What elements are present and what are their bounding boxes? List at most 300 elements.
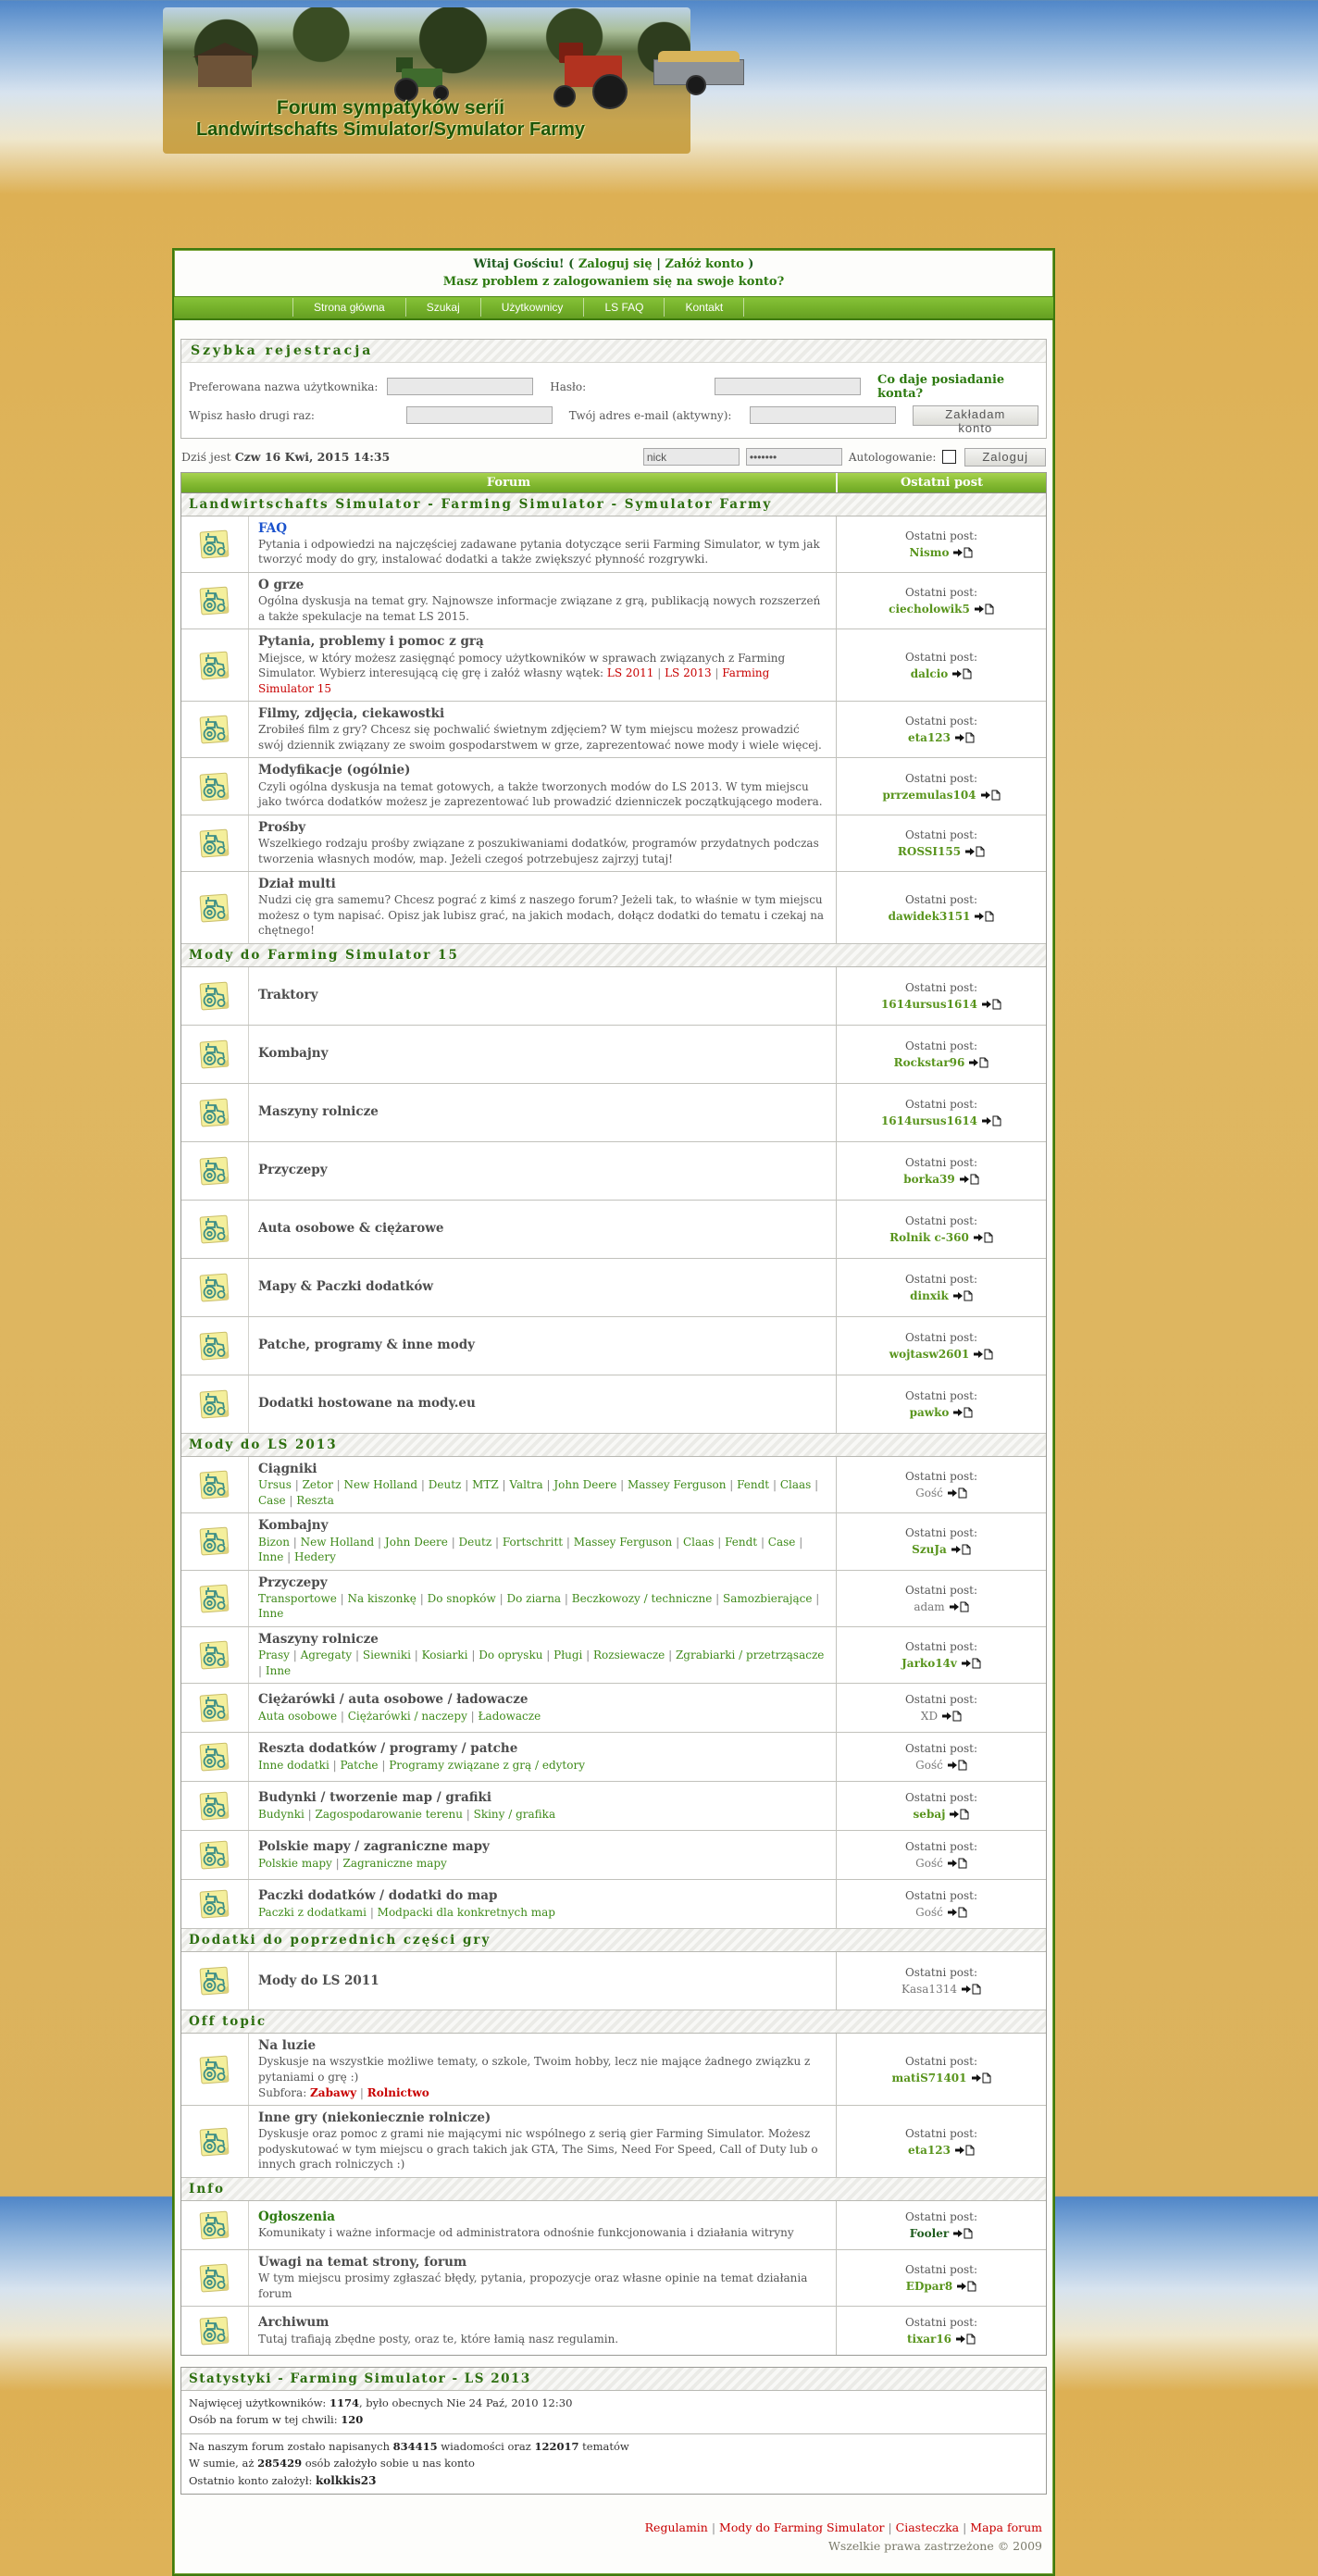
forum-icon-cell	[181, 1375, 249, 1433]
last-post-user[interactable]: 1614ursus1614	[880, 997, 978, 1011]
last-post-user[interactable]: Gość	[915, 1759, 943, 1773]
subforum-link[interactable]: Inne dodatki	[258, 1758, 330, 1772]
forum-link[interactable]: Prośby	[258, 819, 306, 835]
nav-item-kontakt[interactable]: Kontakt	[664, 298, 744, 317]
forum-icon-cell	[181, 573, 249, 628]
footer-link[interactable]: Mapa forum	[970, 2520, 1042, 2535]
forum-link[interactable]: Kombajny	[258, 1518, 329, 1534]
forum-link[interactable]: Traktory	[258, 988, 318, 1003]
forum-row-main	[181, 1571, 837, 1626]
email-field[interactable]	[750, 406, 896, 424]
last-post-user[interactable]: EDpar8	[905, 2280, 953, 2294]
subforum-link[interactable]: Do ziarna	[506, 1591, 562, 1605]
forum-link[interactable]: Przyczepy	[258, 1574, 328, 1590]
subforum-link[interactable]: Zagospodarowanie terenu	[315, 1807, 463, 1821]
subforum-link[interactable]: Claas	[682, 1535, 715, 1549]
subforum-link[interactable]: Skiny / grafika	[473, 1807, 556, 1821]
forum-row-text	[249, 1684, 836, 1732]
forum-link[interactable]: Maszyny rolnicze	[258, 1104, 379, 1120]
subforum-link[interactable]: Rolnictwo	[367, 2085, 429, 2099]
forum-row-text	[249, 2307, 836, 2355]
last-post-user-line	[894, 1054, 989, 1071]
subforum-link[interactable]: Ciężarówki / naczepy	[347, 1709, 467, 1723]
forum-row-main	[181, 967, 837, 1025]
last-post-label: Ostatni post:	[904, 586, 978, 600]
forum-row-text	[249, 629, 836, 701]
nav-item-strona-g-wna[interactable]: Strona główna	[292, 298, 405, 317]
subforum-link[interactable]: Beczkowozy / techniczne	[571, 1591, 713, 1605]
forum-link[interactable]: Inne gry (niekoniecznie rolnicze)	[258, 2110, 491, 2126]
subforum-link[interactable]: John Deere	[384, 1535, 448, 1549]
forum-icon-cell	[181, 1627, 249, 1683]
last-post-label: Ostatni post:	[904, 771, 978, 785]
last-post-user[interactable]: Jarko14v	[901, 1657, 957, 1671]
subforum-link[interactable]: Fendt	[737, 1478, 770, 1492]
last-post-cell	[837, 872, 1046, 943]
forum-subforum-links	[258, 1648, 827, 1678]
last-post-user[interactable]: dinxik	[910, 1288, 949, 1302]
last-post-user[interactable]: dawidek3151	[888, 909, 971, 923]
last-post-user[interactable]: Gość	[915, 1857, 943, 1871]
last-post-cell	[837, 2307, 1046, 2355]
last-post-user[interactable]: 1614ursus1614	[880, 1114, 978, 1127]
goto-last-post-icon[interactable]	[960, 1174, 979, 1185]
game-version-link[interactable]: LS 2011	[606, 666, 654, 680]
account-benefits-link[interactable]: Co daje posiadanie konta?	[877, 372, 1005, 401]
last-post-user[interactable]: ciecholowik5	[889, 603, 970, 616]
link-separator: |	[757, 1535, 768, 1549]
last-post-user[interactable]: SzuJa	[912, 1543, 947, 1557]
statistics-text: W sumie, aż	[189, 2456, 258, 2470]
last-post-user-line	[901, 1655, 981, 1672]
subforum-link[interactable]: Deutz	[428, 1478, 462, 1492]
link-separator: |	[289, 1535, 301, 1549]
forum-row	[181, 702, 1046, 758]
forum-row-text	[249, 1084, 836, 1141]
goto-last-post-icon[interactable]	[982, 1115, 1001, 1126]
subforum-link[interactable]: Zabawy	[310, 2085, 357, 2099]
game-version-link[interactable]: LS 2013	[665, 666, 712, 680]
password-field[interactable]	[715, 378, 861, 395]
goto-last-post-icon[interactable]	[955, 2145, 975, 2156]
forum-row-text	[249, 1201, 836, 1258]
last-post-user[interactable]: eta123	[907, 731, 951, 745]
goto-last-post-icon[interactable]	[951, 1544, 971, 1555]
goto-last-post-icon[interactable]	[948, 1487, 967, 1499]
subforum-link[interactable]: Prasy	[258, 1649, 290, 1662]
forum-icon-cell	[181, 2307, 249, 2355]
statistics-text: 834415	[392, 2439, 438, 2453]
subforum-link[interactable]: Case	[767, 1535, 796, 1549]
password2-label: Wpisz hasło drugi raz:	[189, 408, 315, 422]
forum-link[interactable]: Mody do LS 2011	[258, 1972, 379, 1988]
last-post-cell	[837, 516, 1046, 572]
link-separator: |	[884, 2520, 896, 2535]
last-post-user[interactable]: Gość	[915, 1487, 943, 1500]
last-post-user-line	[910, 1404, 974, 1421]
statistics-text: 120	[341, 2413, 364, 2427]
goto-last-post-icon[interactable]	[953, 547, 973, 558]
forum-row	[181, 758, 1046, 815]
autologin-checkbox[interactable]	[942, 450, 956, 464]
goto-last-post-icon[interactable]	[953, 1407, 973, 1418]
forum-link[interactable]: Dodatki hostowane na mody.eu	[258, 1396, 476, 1412]
subforum-link[interactable]: Bizon	[258, 1535, 290, 1549]
forum-row-main	[181, 2034, 837, 2105]
subforum-link[interactable]: Deutz	[458, 1535, 492, 1549]
forum-row	[181, 1201, 1046, 1259]
goto-last-post-icon[interactable]	[953, 1290, 973, 1301]
last-post-user-line	[914, 1806, 970, 1823]
register-link[interactable]: Załóż konto	[665, 257, 744, 271]
forum-link[interactable]: O grze	[258, 578, 305, 592]
goto-last-post-icon[interactable]	[981, 790, 1001, 801]
link-separator: |	[561, 1591, 572, 1605]
subforum-link[interactable]: Valtra	[509, 1478, 543, 1492]
forum-description: Dyskusje na wszystkie możliwe tematy, o szkole, Twoim hobby, lecz nie mające żadnego związku z pytaniami o grę :)	[258, 2055, 811, 2084]
forum-link[interactable]: Przyczepy	[258, 1163, 328, 1178]
last-post-user[interactable]: Kasa1314	[901, 1983, 957, 1997]
forum-row	[181, 2106, 1046, 2178]
last-post-user[interactable]: ROSSI155	[897, 844, 962, 858]
forum-row-text	[249, 1259, 836, 1316]
last-post-user[interactable]: dalcio	[910, 666, 949, 680]
link-separator: |	[491, 1535, 503, 1549]
goto-last-post-icon[interactable]	[942, 1711, 962, 1722]
subforum-link[interactable]: Agregaty	[300, 1649, 353, 1662]
link-separator: |	[417, 1478, 429, 1492]
last-post-cell	[837, 1317, 1046, 1375]
subforum-link[interactable]: Zetor	[302, 1478, 333, 1492]
last-post-user-line	[903, 1171, 979, 1188]
forum-link[interactable]: Maszyny rolnicze	[258, 1631, 379, 1647]
forum-row-main	[181, 2106, 837, 2177]
last-post-cell	[837, 758, 1046, 814]
forum-tractor-icon	[198, 584, 231, 617]
subforum-link[interactable]: Rozsiewacze	[593, 1649, 665, 1662]
forum-description: Nudzi cię gra samemu? Chcesz pograć z kimś z naszego forum? Jeżeli tak, to właśnie w tym miejscu możesz o tym napisać. Opisz jak lubisz grać, na jakich modach, dołącz dodatki do tematu i czekaj na chętnego!	[258, 893, 825, 938]
last-post-cell	[837, 1952, 1046, 2010]
last-post-label: Ostatni post:	[904, 2126, 978, 2140]
goto-last-post-icon[interactable]	[975, 911, 994, 922]
forum-row-main	[181, 1952, 837, 2010]
last-post-label: Ostatni post:	[904, 828, 978, 841]
last-post-cell	[837, 1201, 1046, 1258]
statistics-text: osób założyło sobie u nas konto	[302, 2456, 475, 2470]
subforum-link[interactable]: Kosiarki	[421, 1649, 468, 1662]
forum-table	[180, 472, 1047, 2357]
goto-last-post-icon[interactable]	[962, 1658, 981, 1669]
footer	[174, 2495, 1053, 2570]
forum-row	[181, 1142, 1046, 1201]
forum-tractor-icon	[198, 649, 231, 682]
statistics-line	[189, 2456, 1038, 2472]
goto-last-post-icon[interactable]	[974, 1349, 993, 1360]
forum-link[interactable]: Patche, programy & inne mody	[258, 1338, 475, 1353]
last-post-user[interactable]: prrzemulas104	[882, 788, 976, 802]
forum-link[interactable]: Na luzie	[258, 2038, 317, 2054]
last-post-user[interactable]: eta123	[907, 2143, 951, 2157]
goto-last-post-icon[interactable]	[948, 1907, 967, 1918]
goto-last-post-icon[interactable]	[965, 846, 985, 857]
last-post-label: Ostatni post:	[904, 1039, 978, 1052]
forum-link[interactable]: Modyfikacje (ogólnie)	[258, 763, 411, 778]
forum-icon-cell	[181, 1831, 249, 1879]
forum-row-text	[249, 758, 836, 814]
forum-row	[181, 516, 1046, 573]
subforum-link[interactable]: Ładowacze	[478, 1709, 541, 1723]
forum-subforum-links	[258, 1591, 827, 1622]
link-separator: |	[714, 1535, 726, 1549]
forum-icon-cell	[181, 1684, 249, 1732]
forum-row-main	[181, 872, 837, 943]
last-post-user[interactable]: Nismo	[909, 545, 950, 559]
statistics-text: , było obecnych Nie 24 Paź, 2010 12:30	[358, 2396, 573, 2410]
forum-icon-cell	[181, 967, 249, 1025]
login-nick-field[interactable]	[643, 448, 740, 466]
subforum-link[interactable]: Reszta	[296, 1493, 334, 1507]
last-post-label: Ostatni post:	[904, 892, 978, 906]
link-separator: |	[726, 1478, 738, 1492]
last-post-user[interactable]: adam	[914, 1599, 945, 1613]
forum-tractor-icon	[198, 2261, 231, 2295]
login-problem-link[interactable]: Masz problem z zalogowaniem się na swoje konto?	[442, 274, 785, 289]
forum-link[interactable]: Archiwum	[258, 2315, 330, 2331]
subforum-link[interactable]: Hedery	[293, 1550, 336, 1564]
link-separator: |	[582, 1649, 594, 1662]
last-post-user-line	[915, 1485, 967, 1501]
forum-link[interactable]: Budynki / tworzenie map / grafiki	[258, 1790, 491, 1806]
forum-subforum-links	[258, 1709, 827, 1724]
forum-link[interactable]: Dział multi	[258, 877, 336, 892]
goto-last-post-icon[interactable]	[950, 1809, 969, 1820]
subforum-link[interactable]: New Holland	[343, 1478, 418, 1492]
goto-last-post-icon[interactable]	[982, 999, 1001, 1010]
forum-link[interactable]: Pytania, problemy i pomoc z grą	[258, 634, 484, 650]
goto-last-post-icon[interactable]	[957, 2281, 976, 2292]
link-separator: |	[707, 2520, 720, 2535]
last-post-label: Ostatni post:	[904, 715, 978, 728]
last-post-user[interactable]: tixar16	[906, 2333, 952, 2346]
game-version-link[interactable]: Farming Simulator 15	[258, 666, 770, 695]
footer-link[interactable]: Ciasteczka	[895, 2520, 960, 2535]
forum-tractor-icon	[198, 1096, 231, 1129]
forum-tractor-icon	[198, 1213, 231, 1246]
forum-link[interactable]: Filmy, zdjęcia, ciekawostki	[258, 706, 445, 722]
forum-row-text	[249, 702, 836, 757]
subforum-link[interactable]: Polskie mapy	[258, 1856, 332, 1870]
link-separator: |	[795, 1535, 803, 1549]
last-post-user-line	[915, 1855, 967, 1872]
forum-description: Tutaj trafiają zbędne posty, oraz te, które łamią nasz regulamin.	[258, 2332, 619, 2346]
subforum-link[interactable]: John Deere	[553, 1478, 617, 1492]
forum-row-text	[249, 1457, 836, 1512]
link-separator: |	[285, 1493, 297, 1507]
forum-link[interactable]: Ciągniki	[258, 1461, 317, 1476]
last-post-user[interactable]: Gość	[915, 1906, 943, 1920]
forum-row-main	[181, 573, 837, 628]
forum-icon-cell	[181, 1952, 249, 2010]
goto-last-post-icon[interactable]	[948, 1760, 967, 1771]
create-account-button[interactable]: Zakładam konto	[913, 405, 1038, 426]
forum-row-main	[181, 1513, 837, 1569]
subforum-link[interactable]: Samozbierające	[722, 1591, 813, 1605]
subforum-link[interactable]: Case	[258, 1493, 286, 1507]
link-separator: |	[289, 1649, 301, 1662]
forum-icon-cell	[181, 1571, 249, 1626]
subforum-link[interactable]: Zgrabiarki / przetrząsacze	[675, 1649, 825, 1662]
subforum-link[interactable]: Inne	[258, 1550, 284, 1564]
forum-link[interactable]: Paczki dodatków / dodatki do map	[258, 1888, 498, 1904]
forum-tractor-icon	[198, 891, 231, 925]
goto-last-post-icon[interactable]	[969, 1057, 988, 1068]
footer-link[interactable]: Mody do Farming Simulator	[719, 2520, 885, 2535]
forum-tractor-icon	[198, 1964, 231, 1997]
last-post-user[interactable]: Fooler	[909, 2226, 950, 2240]
forum-tractor-icon	[198, 713, 231, 746]
link-separator: |	[337, 1709, 348, 1723]
forum-row-text	[249, 1026, 836, 1083]
forum-link[interactable]: Kombajny	[258, 1046, 329, 1062]
subforum-link[interactable]: Do oprysku	[479, 1649, 543, 1662]
login-link[interactable]: Zaloguj się	[578, 257, 653, 271]
goto-last-post-icon[interactable]	[953, 2228, 973, 2239]
forum-link[interactable]: Reszta dodatków / programy / patche	[258, 1741, 518, 1757]
nav-item-ls-faq[interactable]: LS FAQ	[583, 298, 664, 317]
last-post-user[interactable]: Rolnik c-360	[889, 1230, 969, 1244]
username-field[interactable]	[387, 378, 533, 395]
last-post-user[interactable]: sebaj	[913, 1808, 946, 1822]
subforum-link[interactable]: Fortschritt	[502, 1535, 564, 1549]
subforum-link[interactable]: Massey Ferguson	[573, 1535, 673, 1549]
subforum-link[interactable]: Pługi	[553, 1649, 583, 1662]
subforum-link[interactable]: Inne	[258, 1607, 284, 1621]
goto-last-post-icon[interactable]	[972, 2072, 991, 2084]
statistics-text: 1174	[329, 2396, 359, 2410]
subforum-link[interactable]: Fendt	[725, 1535, 758, 1549]
subforum-link[interactable]: Auta osobowe	[258, 1709, 338, 1723]
forum-link[interactable]: Ciężarówki / auta osobowe / ładowacze	[258, 1692, 528, 1708]
green-tractor-illustration	[392, 61, 457, 102]
forum-description: Miejsce, w który możesz zasięgnąć pomocy użytkowników w sprawach związanych z Farming Simulator. Wybierz interesującą cię grę i załóż własny wątek: LS 2011 | LS 2013 | Farming Simulator 15	[258, 651, 786, 695]
last-post-user[interactable]: borka39	[903, 1172, 955, 1186]
goto-last-post-icon[interactable]	[952, 668, 972, 679]
forum-row	[181, 1952, 1046, 2010]
link-separator: |	[416, 1591, 428, 1605]
forum-icon-cell	[181, 629, 249, 701]
last-post-user[interactable]: Rockstar96	[893, 1055, 965, 1069]
section-header: Landwirtschafts Simulator - Farming Simulator - Symulator Farmy	[181, 493, 1046, 516]
goto-last-post-icon[interactable]	[956, 2333, 976, 2345]
subforum-link[interactable]: Patche	[340, 1758, 379, 1772]
forum-tractor-icon	[198, 1271, 231, 1304]
forum-row	[181, 1513, 1046, 1570]
forum-icon-cell	[181, 815, 249, 871]
goto-last-post-icon[interactable]	[950, 1601, 969, 1612]
punct: )	[748, 257, 754, 271]
forum-row	[181, 2250, 1046, 2307]
nav-item-u-ytkownicy[interactable]: Użytkownicy	[480, 298, 584, 317]
subforum-link[interactable]: Do snopków	[427, 1591, 496, 1605]
forum-link[interactable]: Mapy & Paczki dodatków	[258, 1279, 434, 1295]
last-post-cell	[837, 1733, 1046, 1781]
forum-link[interactable]: Polskie mapy / zagraniczne mapy	[258, 1839, 490, 1855]
footer-link[interactable]: Regulamin	[644, 2520, 708, 2535]
last-post-user[interactable]: XD	[920, 1710, 939, 1724]
subforum-link[interactable]: Modpacki dla konkretnych map	[377, 1905, 555, 1919]
forum-icon-cell	[181, 1026, 249, 1083]
subforum-link[interactable]: Budynki	[258, 1807, 305, 1821]
subforum-link[interactable]: Transportowe	[258, 1591, 337, 1605]
last-post-cell	[837, 1375, 1046, 1433]
forum-row	[181, 815, 1046, 872]
subforum-link[interactable]: Siewniki	[362, 1649, 411, 1662]
last-post-user[interactable]: pawko	[909, 1405, 950, 1419]
forum-tractor-icon	[198, 1789, 231, 1823]
forum-icon-cell	[181, 1317, 249, 1375]
last-post-user-line	[908, 2142, 975, 2159]
forum-row-main	[181, 1880, 837, 1928]
forum-icon-cell	[181, 2106, 249, 2177]
main-navigation	[174, 296, 1053, 320]
forum-link[interactable]: Uwagi na temat strony, forum	[258, 2254, 467, 2270]
forum-icon-cell	[181, 1084, 249, 1141]
password2-field[interactable]	[406, 406, 553, 424]
subforum-link[interactable]: Programy związane z grą / edytory	[389, 1758, 585, 1772]
forum-link[interactable]: FAQ	[258, 520, 288, 536]
forum-link[interactable]: Ogłoszenia	[258, 2209, 335, 2225]
last-post-user-line	[921, 1708, 962, 1724]
last-post-user-line	[906, 2278, 976, 2295]
subforum-link[interactable]: Massey Ferguson	[627, 1478, 727, 1492]
last-post-label: Ostatni post:	[904, 980, 978, 994]
link-separator: |	[329, 1758, 341, 1772]
subforum-link[interactable]: Paczki z dodatkami	[258, 1905, 367, 1919]
goto-last-post-icon[interactable]	[962, 1984, 981, 1995]
last-post-cell	[837, 1259, 1046, 1316]
link-separator: |	[331, 1856, 343, 1870]
forum-row-main	[181, 1201, 837, 1258]
subforum-link[interactable]: Zagraniczne mapy	[342, 1856, 447, 1870]
subforum-link[interactable]: Ursus	[258, 1478, 292, 1492]
subforum-link[interactable]: New Holland	[300, 1535, 375, 1549]
login-password-field[interactable]	[746, 448, 842, 466]
login-button[interactable]: Zaloguj	[964, 448, 1046, 467]
welcome-greeting: Witaj Gościu!	[473, 257, 565, 271]
last-post-user-line	[910, 1288, 973, 1304]
last-post-user[interactable]: matiS71401	[891, 2071, 967, 2084]
last-post-user[interactable]: wojtasw2601	[889, 1347, 970, 1361]
last-post-label: Ostatni post:	[904, 1272, 978, 1286]
forum-link[interactable]: Auta osobowe & ciężarowe	[258, 1221, 444, 1237]
last-post-label: Ostatni post:	[904, 1213, 978, 1227]
subforum-link[interactable]: MTZ	[472, 1478, 499, 1492]
link-separator: |	[959, 2520, 971, 2535]
forum-row	[181, 1084, 1046, 1142]
goto-last-post-icon[interactable]	[974, 1232, 993, 1243]
subforum-link[interactable]: Claas	[779, 1478, 812, 1492]
goto-last-post-icon[interactable]	[955, 732, 975, 743]
forum-row-text	[249, 1317, 836, 1375]
subforum-link[interactable]: Inne	[265, 1663, 292, 1677]
statistics-users	[181, 2391, 1046, 2433]
forum-row-main	[181, 629, 837, 701]
goto-last-post-icon[interactable]	[975, 604, 994, 615]
forum-tractor-icon	[198, 979, 231, 1013]
nav-item-szukaj[interactable]: Szukaj	[405, 298, 480, 317]
goto-last-post-icon[interactable]	[948, 1858, 967, 1869]
subforum-link[interactable]: Na kiszonkę	[347, 1591, 417, 1605]
